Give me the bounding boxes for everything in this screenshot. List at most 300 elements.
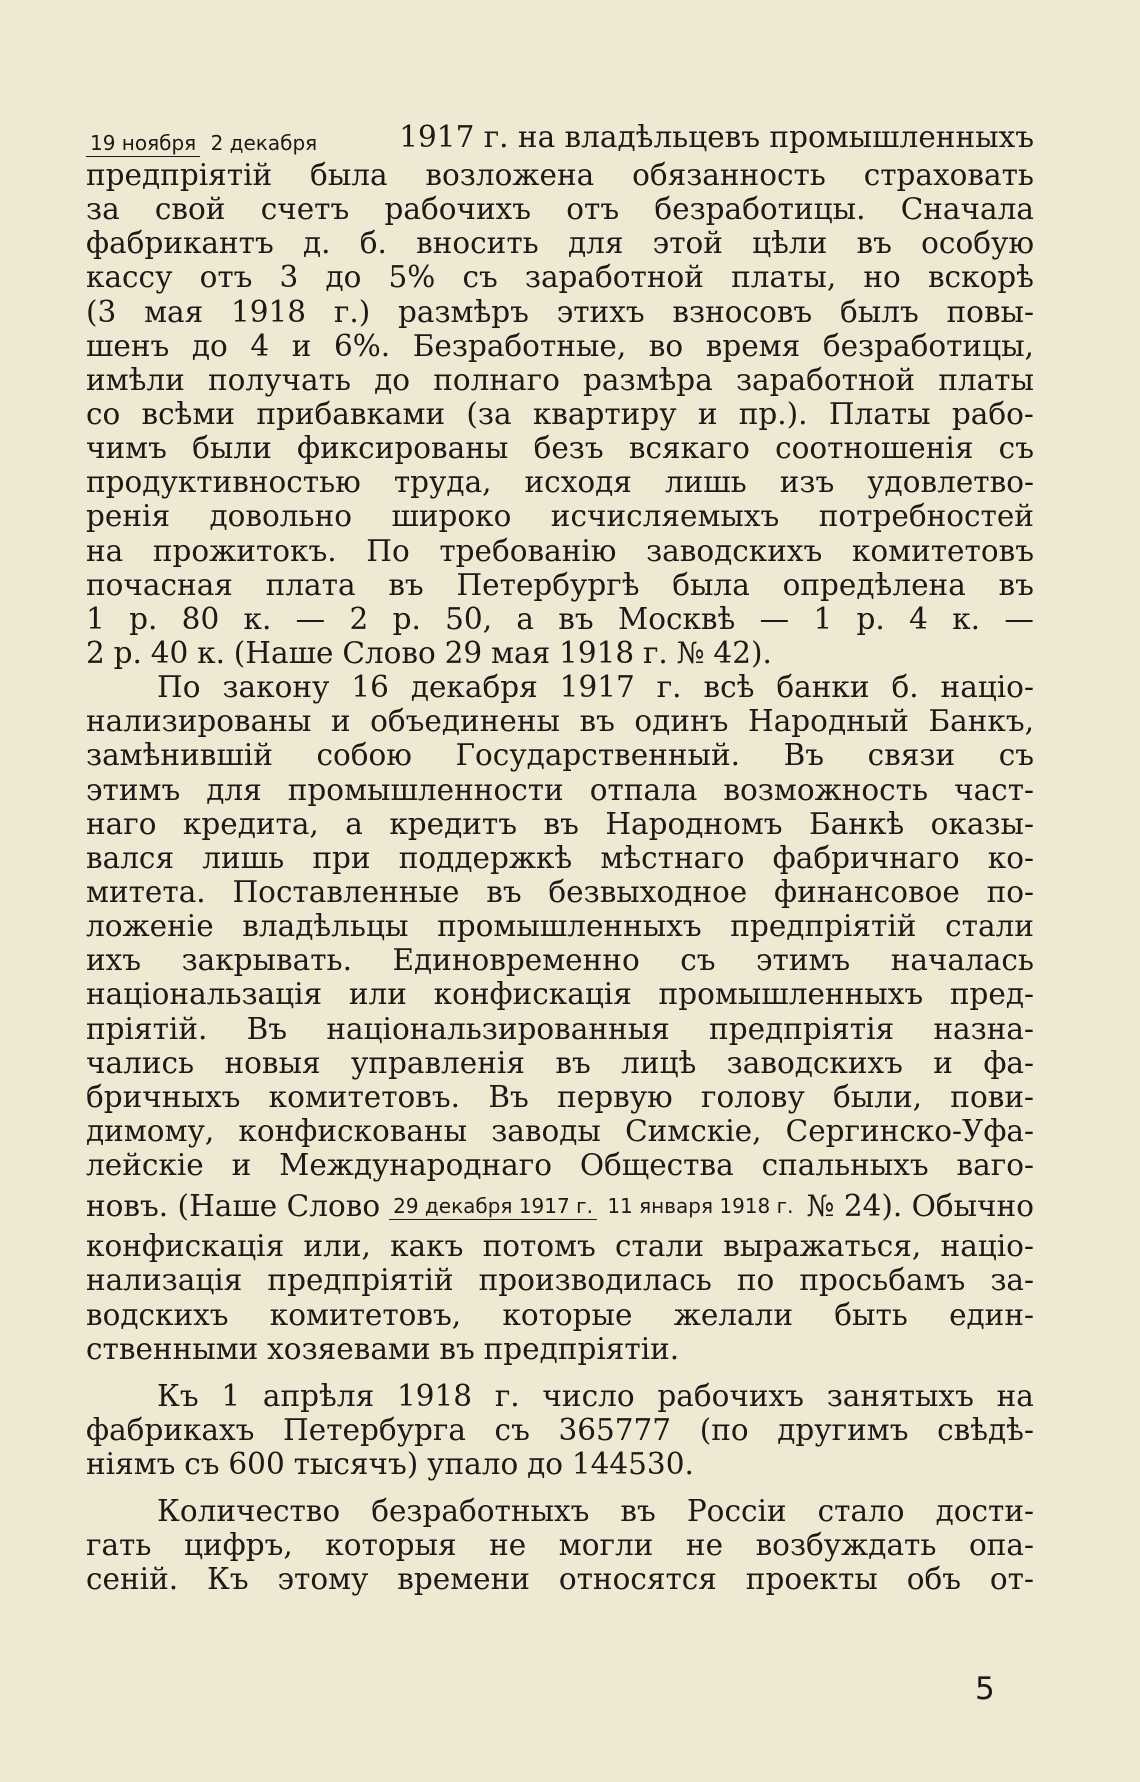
word: гать	[86, 1528, 152, 1563]
word: Сергинско-Уфа-	[785, 1113, 1034, 1148]
word: получать	[207, 362, 351, 397]
word: удовлетво-	[867, 465, 1034, 500]
word: нализированы	[86, 704, 312, 739]
text-line	[86, 738, 1034, 772]
word: за-	[990, 1263, 1034, 1298]
word: кассу	[86, 260, 173, 295]
date-old-style: 29 декабря 1917 г.	[389, 1194, 597, 1220]
word: а	[516, 601, 534, 636]
word: По	[157, 670, 201, 705]
word: не	[489, 1528, 527, 1563]
word: до	[527, 1447, 564, 1482]
text-line	[86, 1332, 1034, 1366]
word: Международнаго	[279, 1148, 552, 1183]
word: связи	[867, 738, 956, 773]
word: мая	[491, 635, 551, 670]
word: относятся	[558, 1562, 717, 1597]
word: могли	[558, 1528, 654, 1563]
word: полнаго	[433, 362, 560, 397]
word: заводскихъ	[726, 1045, 903, 1080]
word: началась	[890, 943, 1034, 978]
word: фабричнаго	[772, 840, 960, 875]
word: размѣръ	[397, 294, 529, 329]
word: упало	[427, 1447, 519, 1482]
word: заработной	[735, 362, 916, 397]
word: обязанность	[632, 158, 826, 192]
word: въ	[555, 1045, 591, 1080]
text-line	[86, 670, 1034, 704]
word: р.	[392, 601, 421, 636]
word: отпала	[589, 772, 698, 807]
word: съ	[184, 1447, 220, 1482]
word: Безработные,	[412, 328, 627, 363]
word: пови-	[950, 1079, 1034, 1114]
word: этимъ	[755, 943, 851, 978]
word: мая	[144, 294, 204, 329]
word: потомъ	[482, 1229, 596, 1264]
word: закону	[222, 670, 330, 705]
word: время	[705, 328, 801, 363]
word: 40	[150, 635, 189, 670]
word: кредитъ	[389, 806, 518, 841]
word: безработицы.	[654, 192, 866, 227]
text-line	[86, 260, 1034, 294]
word: націо-	[940, 1229, 1034, 1264]
word: почасная	[86, 567, 233, 602]
word: широко	[391, 499, 512, 534]
word: конфискація	[86, 1229, 285, 1264]
word: возбуждать	[755, 1528, 937, 1563]
word: декабря	[410, 670, 538, 705]
word: съ	[494, 1412, 530, 1447]
text-line	[86, 192, 1034, 226]
text-line	[86, 773, 1034, 807]
word: заводскихъ	[646, 533, 823, 568]
word: плата	[265, 567, 356, 602]
text-line	[86, 397, 1034, 431]
word: до	[191, 328, 228, 363]
word: г.	[656, 670, 682, 705]
word: съ	[998, 431, 1034, 466]
word: въ	[543, 806, 579, 841]
word: Народномъ	[605, 806, 783, 841]
word: чались	[86, 1045, 195, 1080]
word: стали	[945, 909, 1034, 944]
word: Петербургѣ	[456, 567, 640, 602]
word: одинъ	[634, 704, 729, 739]
word: (Наше	[233, 635, 334, 670]
word: промышленныхъ	[658, 977, 924, 1012]
text-line	[86, 1148, 1034, 1182]
text-line	[86, 1413, 1034, 1447]
word: наго	[86, 806, 157, 841]
word: въ	[439, 1331, 475, 1366]
word: Россіи	[686, 1494, 787, 1529]
word: проекты	[745, 1562, 878, 1597]
word: возможность	[723, 772, 929, 807]
text-line	[86, 1046, 1034, 1080]
word: съ	[680, 943, 716, 978]
text-line	[86, 329, 1034, 363]
date-fraction	[389, 1195, 797, 1217]
word: въ	[856, 226, 892, 261]
word: 1917	[559, 670, 635, 705]
word: со	[86, 396, 121, 431]
word: промышленныхъ	[437, 909, 702, 944]
text-line	[86, 1528, 1034, 1562]
word: лейскіе	[86, 1148, 204, 1183]
word: платы	[938, 362, 1034, 397]
word: въ	[388, 567, 424, 602]
text-line	[86, 1263, 1034, 1297]
date-new-style: 11 января 1918 г.	[607, 1193, 794, 1218]
text-line	[86, 1012, 1034, 1046]
word: Слово	[342, 635, 436, 670]
word: въ	[558, 601, 594, 636]
word: шенъ	[86, 328, 170, 363]
word: имѣли	[86, 362, 185, 397]
text-line	[86, 465, 1034, 499]
word: Къ	[157, 1378, 199, 1413]
word: лишь	[202, 840, 285, 875]
word: и	[231, 1148, 252, 1183]
word: производилась	[478, 1263, 712, 1298]
word: новыя	[224, 1045, 321, 1080]
word: цифръ,	[183, 1528, 293, 1563]
word: за	[86, 192, 120, 227]
word: стало	[817, 1494, 905, 1529]
word: которыя	[325, 1528, 457, 1563]
word: г.)	[333, 294, 371, 329]
word: предпріятіи.	[483, 1331, 680, 1366]
word: въ	[620, 1494, 656, 1529]
word: съ	[998, 738, 1034, 773]
word: чимъ	[86, 431, 167, 466]
word: Въ	[488, 1079, 529, 1114]
text-line	[86, 1379, 1034, 1413]
text-line	[86, 1494, 1034, 1528]
word: 3	[279, 260, 299, 295]
text-line	[86, 568, 1034, 602]
body-text	[86, 98, 1034, 1597]
text-line	[86, 602, 1034, 636]
word: размѣра	[583, 362, 713, 397]
word: 4	[909, 601, 928, 636]
word: №	[676, 635, 705, 670]
word: —	[295, 601, 326, 636]
word: р.	[856, 601, 885, 636]
word: владѣльцы	[242, 909, 409, 944]
word: соотношенія	[775, 431, 974, 466]
word: или,	[303, 1229, 371, 1264]
word: 1	[221, 1378, 241, 1413]
word: Петербурга	[283, 1412, 466, 1447]
word: г.	[642, 635, 668, 670]
word: труда,	[393, 465, 492, 500]
word: этимъ	[86, 772, 181, 807]
word: прибавками	[256, 396, 446, 431]
word: націо-	[940, 670, 1034, 705]
word: объединены	[370, 704, 560, 739]
word: вскорѣ	[927, 260, 1034, 295]
text-line	[86, 295, 1034, 329]
date-fraction	[86, 132, 321, 154]
date-old-style: 19 ноября	[86, 131, 200, 157]
word: предпріятій	[267, 1263, 454, 1298]
word: рабочихъ	[384, 192, 532, 227]
word: 42).	[713, 635, 772, 670]
word: д.	[302, 226, 331, 261]
word: голову	[701, 1079, 805, 1114]
word: кредита,	[182, 806, 319, 841]
word: страховать	[863, 158, 1034, 192]
word: требованію	[439, 533, 617, 568]
word: ко-	[987, 840, 1034, 875]
word: какъ	[390, 1229, 464, 1264]
word: были	[192, 431, 272, 466]
word: безъ	[533, 431, 604, 466]
word: для	[567, 226, 624, 261]
word: бричныхъ	[86, 1079, 241, 1114]
word: Москвѣ	[618, 601, 736, 636]
text-line	[86, 841, 1034, 875]
word: заработной	[524, 260, 704, 295]
word: 2	[86, 635, 105, 670]
word: предпріятій	[86, 158, 273, 192]
word: исчисляемыхъ	[550, 499, 780, 534]
word: пріятій.	[86, 1011, 208, 1046]
word: Въ	[783, 738, 825, 773]
word: (за	[466, 396, 512, 431]
word: к.	[197, 635, 225, 670]
word: продуктивностью	[86, 465, 361, 500]
word: фабрикахъ	[86, 1412, 255, 1447]
word: Банкѣ	[809, 806, 905, 841]
word: назна-	[933, 1011, 1034, 1046]
word: повы-	[946, 294, 1034, 329]
word: 16	[351, 670, 389, 705]
word: к.	[952, 601, 981, 636]
word: нализація	[86, 1263, 243, 1298]
word: Количество	[157, 1494, 341, 1529]
word: апрѣля	[262, 1378, 375, 1413]
word: 4	[250, 328, 270, 363]
word: Единовременно	[392, 943, 640, 978]
word: лицѣ	[621, 1045, 697, 1080]
word: 5%	[388, 260, 436, 295]
word: ложеніе	[86, 909, 214, 944]
word: этихъ	[556, 294, 645, 329]
word: (3	[86, 294, 117, 329]
word: потребностей	[818, 499, 1034, 534]
word: была	[672, 567, 750, 602]
text-line	[86, 1080, 1034, 1114]
word: б.	[359, 226, 387, 261]
word: спальныхъ	[761, 1148, 929, 1183]
word: 1918	[231, 294, 307, 329]
word: счетъ	[260, 192, 350, 227]
word: б.	[891, 670, 919, 705]
text-line	[86, 875, 1034, 909]
word: квартиру	[532, 396, 677, 431]
word: дости-	[935, 1494, 1034, 1529]
word: Банкъ,	[928, 704, 1034, 739]
word: и	[291, 328, 312, 363]
word: Къ	[207, 1562, 249, 1597]
text-line	[86, 1298, 1034, 1332]
text-line	[86, 534, 1034, 568]
word: была	[310, 158, 388, 192]
word: промышленности	[287, 772, 564, 807]
word: стали	[615, 1229, 704, 1264]
word: сеній.	[86, 1562, 179, 1597]
text-line	[86, 909, 1034, 943]
word: лишь	[664, 465, 747, 500]
word: не	[685, 1528, 724, 1563]
word: выражаться,	[723, 1229, 922, 1264]
text-line	[86, 1114, 1034, 1148]
text-line	[86, 807, 1034, 841]
text-line	[86, 226, 1034, 260]
word: опредѣлена	[782, 567, 966, 602]
word: Платы	[828, 396, 931, 431]
word: свой	[154, 192, 226, 227]
word: 2	[349, 601, 369, 636]
word: Поставленные	[232, 874, 460, 909]
word: от-	[989, 1562, 1034, 1597]
word: По	[366, 533, 410, 568]
text-line	[86, 363, 1034, 397]
word: митета.	[86, 874, 206, 909]
word: банки	[776, 670, 870, 705]
text-line	[86, 431, 1034, 465]
word: фа-	[983, 1045, 1034, 1080]
word: всѣми	[141, 396, 236, 431]
line-text: новъ. (Наше Слово	[86, 1188, 381, 1223]
word: рабо-	[951, 396, 1034, 431]
word: особую	[921, 226, 1034, 261]
text-line	[86, 98, 1034, 158]
word: довольно	[209, 499, 353, 534]
word: димому,	[86, 1113, 215, 1148]
word: поддержкѣ	[398, 840, 573, 875]
word: отъ	[199, 260, 253, 295]
word: к.	[243, 601, 272, 636]
word: —	[759, 601, 790, 636]
word: объ	[906, 1562, 961, 1597]
text-line	[86, 704, 1034, 738]
word: во	[648, 328, 684, 363]
word: вносить	[416, 226, 539, 261]
word: времени	[397, 1562, 530, 1597]
word: комитетовъ	[851, 533, 1034, 568]
word: безвыходное	[548, 874, 748, 909]
word: а	[345, 806, 363, 841]
word: р.	[129, 601, 158, 636]
word: на	[996, 1378, 1034, 1413]
word: Сначала	[900, 192, 1034, 227]
date-new-style: 2 декабря	[210, 131, 318, 155]
word: —	[1004, 601, 1034, 636]
text-line	[86, 158, 1034, 192]
text-line	[86, 1182, 1034, 1229]
word: 144530.	[571, 1447, 694, 1482]
word: изъ	[779, 465, 835, 500]
word: предпріятія	[709, 1011, 895, 1046]
word: въ	[579, 704, 615, 739]
text-line	[86, 943, 1034, 977]
word: 1918	[559, 635, 635, 670]
word: взносовъ	[672, 294, 813, 329]
word: Въ	[246, 1011, 288, 1046]
word: тысячъ)	[293, 1447, 419, 1482]
word: хозяевами	[267, 1331, 431, 1366]
word: предпріятій	[730, 909, 917, 944]
word: фабрикантъ	[86, 226, 274, 261]
text-line	[86, 1229, 1034, 1263]
word: 29	[444, 635, 483, 670]
word: число	[542, 1378, 635, 1413]
word: всякаго	[628, 431, 750, 466]
word: безработицы,	[822, 328, 1034, 363]
word: Симскіе,	[625, 1113, 762, 1148]
word: были,	[832, 1079, 923, 1114]
line-text: 1917 г. на владѣльцевъ промышленныхъ	[399, 119, 1034, 154]
word: на	[86, 533, 124, 568]
word: просьбамъ	[799, 1263, 966, 1298]
word: комитетовъ,	[269, 1297, 462, 1332]
word: ніямъ	[86, 1447, 176, 1482]
word: исходя	[524, 465, 632, 500]
word: собою	[316, 738, 412, 773]
word: съ	[462, 260, 498, 295]
word: водскихъ	[86, 1297, 229, 1332]
word: до	[325, 260, 362, 295]
word: по-	[986, 874, 1034, 909]
word: быть	[834, 1297, 908, 1332]
word: цѣли	[752, 226, 828, 261]
word: г.	[494, 1378, 520, 1413]
word: ихъ	[86, 943, 142, 978]
word: возложена	[425, 158, 595, 192]
word: (по	[699, 1412, 749, 1447]
word: отъ	[566, 192, 620, 227]
word: рабочихъ	[657, 1378, 804, 1413]
word: конфискація	[433, 977, 632, 1012]
word: опа-	[968, 1528, 1034, 1563]
line-text: № 24). Обычно	[806, 1188, 1034, 1223]
word: пр.).	[738, 396, 808, 431]
word: мѣстнаго	[600, 840, 745, 875]
word: которые	[502, 1297, 633, 1332]
word: оказы-	[930, 806, 1034, 841]
word: по	[736, 1263, 775, 1298]
word: част-	[954, 772, 1034, 807]
word: но	[863, 260, 901, 295]
word: до	[374, 362, 411, 397]
word: безработныхъ	[371, 1494, 590, 1529]
word: или	[348, 977, 407, 1012]
text-line	[86, 1562, 1034, 1596]
word: р.	[113, 635, 142, 670]
word: желали	[673, 1297, 794, 1332]
word: ренія	[86, 499, 171, 534]
word: при	[312, 840, 371, 875]
word: и	[933, 1045, 953, 1080]
word: всѣ	[703, 670, 755, 705]
word: заводы	[491, 1113, 601, 1148]
word: замѣнившій	[86, 738, 273, 773]
